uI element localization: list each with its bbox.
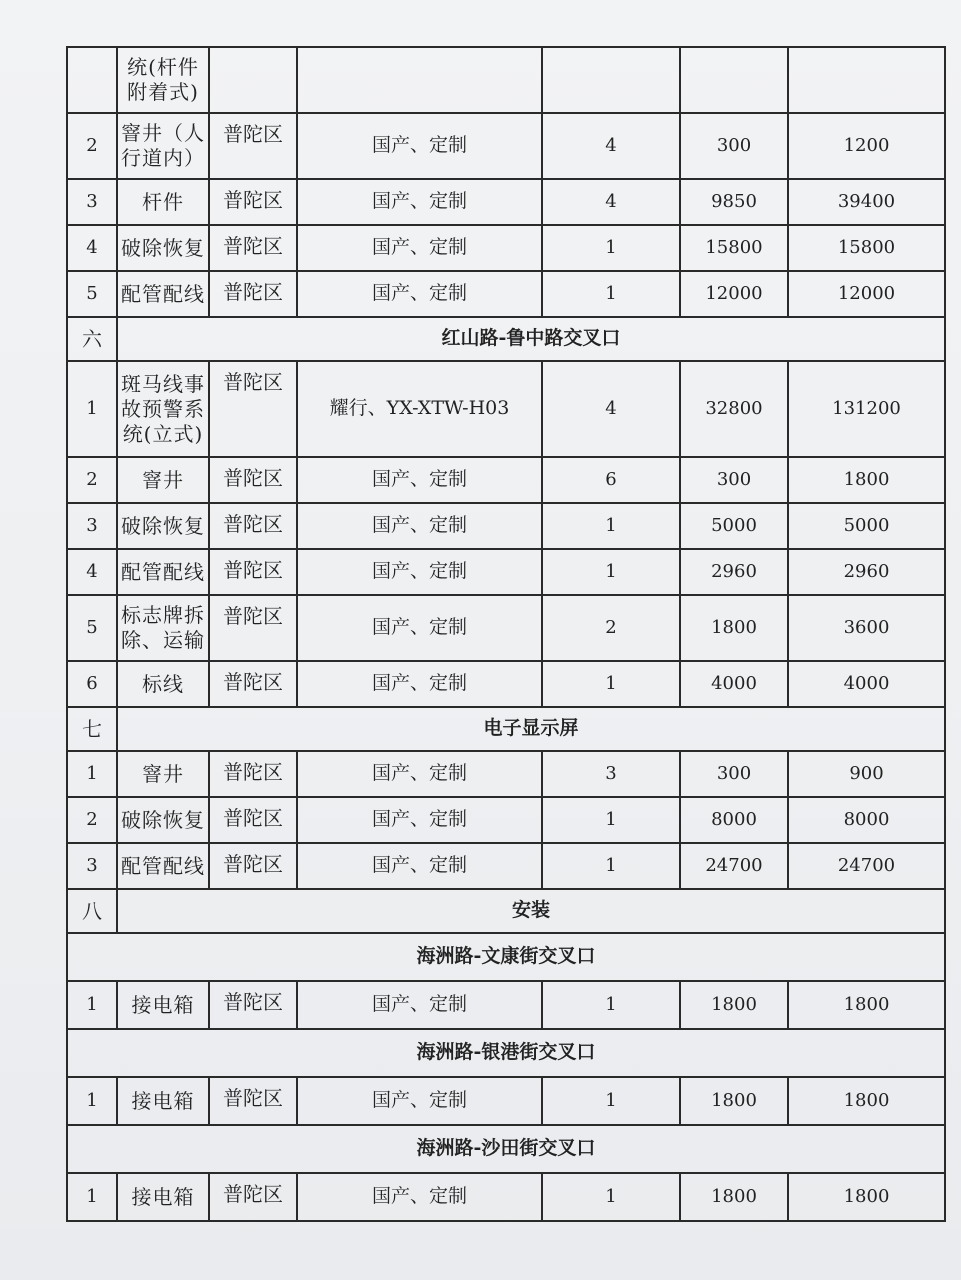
item-price: 2960 — [680, 549, 788, 595]
item-total: 1800 — [788, 1173, 945, 1221]
row-index: 1 — [67, 981, 117, 1029]
item-area: 普陀区 — [209, 1077, 297, 1125]
item-name: 破除恢复 — [117, 797, 209, 843]
table-row — [67, 47, 945, 113]
table-row — [67, 549, 945, 595]
item-name: 斑马线事故预警系统(立式) — [117, 361, 209, 457]
table-row — [67, 1173, 945, 1221]
item-area: 普陀区 — [209, 843, 297, 889]
item-spec: 国产、定制 — [297, 661, 542, 707]
item-price: 8000 — [680, 797, 788, 843]
item-spec: 国产、定制 — [297, 797, 542, 843]
row-index: 1 — [67, 751, 117, 797]
quotation-table — [66, 46, 946, 1222]
table-row — [67, 113, 945, 179]
item-name: 破除恢复 — [117, 225, 209, 271]
item-qty: 2 — [542, 595, 680, 661]
row-index: 6 — [67, 661, 117, 707]
row-index: 1 — [67, 361, 117, 457]
item-qty: 1 — [542, 1173, 680, 1221]
section-header-row — [67, 317, 945, 361]
section-number: 八 — [67, 889, 117, 933]
table-row — [67, 661, 945, 707]
table-row — [67, 1077, 945, 1125]
subsection-header-row — [67, 1125, 945, 1173]
item-price: 1800 — [680, 595, 788, 661]
item-total: 1800 — [788, 981, 945, 1029]
item-total: 1800 — [788, 457, 945, 503]
item-name: 窨井（人行道内） — [117, 113, 209, 179]
item-area: 普陀区 — [209, 457, 297, 503]
item-qty: 1 — [542, 271, 680, 317]
item-total: 8000 — [788, 797, 945, 843]
item-area: 普陀区 — [209, 179, 297, 225]
item-qty: 1 — [542, 843, 680, 889]
item-qty: 3 — [542, 751, 680, 797]
item-qty: 4 — [542, 179, 680, 225]
item-area: 普陀区 — [209, 751, 297, 797]
item-qty: 1 — [542, 981, 680, 1029]
item-area: 普陀区 — [209, 549, 297, 595]
item-price: 15800 — [680, 225, 788, 271]
item-spec: 国产、定制 — [297, 751, 542, 797]
item-qty: 1 — [542, 1077, 680, 1125]
subsection-header-row — [67, 1029, 945, 1077]
table-row — [67, 595, 945, 661]
item-name: 窨井 — [117, 457, 209, 503]
item-spec: 国产、定制 — [297, 457, 542, 503]
item-name: 配管配线 — [117, 549, 209, 595]
row-index: 5 — [67, 595, 117, 661]
subsection-header-row — [67, 933, 945, 981]
row-index: 2 — [67, 797, 117, 843]
table-row — [67, 457, 945, 503]
item-total: 2960 — [788, 549, 945, 595]
item-total: 131200 — [788, 361, 945, 457]
item-qty: 1 — [542, 797, 680, 843]
section-number: 七 — [67, 707, 117, 751]
item-area: 普陀区 — [209, 1173, 297, 1221]
subsection-title: 海洲路-文康街交叉口 — [67, 933, 945, 981]
item-name: 配管配线 — [117, 843, 209, 889]
section-number: 六 — [67, 317, 117, 361]
item-name: 接电箱 — [117, 1077, 209, 1125]
item-total: 4000 — [788, 661, 945, 707]
table-row — [67, 797, 945, 843]
item-name: 标志牌拆除、运输 — [117, 595, 209, 661]
item-area: 普陀区 — [209, 661, 297, 707]
subsection-title: 海洲路-银港街交叉口 — [67, 1029, 945, 1077]
row-index: 2 — [67, 457, 117, 503]
item-area: 普陀区 — [209, 113, 297, 179]
section-title: 红山路-鲁中路交叉口 — [117, 317, 945, 361]
table-row — [67, 751, 945, 797]
item-total: 1800 — [788, 1077, 945, 1125]
table-row — [67, 503, 945, 549]
section-title: 电子显示屏 — [117, 707, 945, 751]
item-spec: 国产、定制 — [297, 595, 542, 661]
item-qty: 1 — [542, 503, 680, 549]
item-price: 9850 — [680, 179, 788, 225]
row-index: 1 — [67, 1173, 117, 1221]
section-title: 安装 — [117, 889, 945, 933]
item-name: 统(杆件附着式) — [117, 47, 209, 113]
item-name: 标线 — [117, 661, 209, 707]
item-name: 窨井 — [117, 751, 209, 797]
table-row — [67, 361, 945, 457]
section-header-row — [67, 707, 945, 751]
item-spec — [297, 47, 542, 113]
table-row — [67, 271, 945, 317]
item-area: 普陀区 — [209, 595, 297, 661]
item-area: 普陀区 — [209, 361, 297, 457]
row-index: 1 — [67, 1077, 117, 1125]
item-spec: 国产、定制 — [297, 1077, 542, 1125]
item-total: 15800 — [788, 225, 945, 271]
item-total: 900 — [788, 751, 945, 797]
item-total: 24700 — [788, 843, 945, 889]
item-price: 300 — [680, 113, 788, 179]
item-qty: 4 — [542, 113, 680, 179]
item-spec: 耀行、YX-XTW-H03 — [297, 361, 542, 457]
item-price: 12000 — [680, 271, 788, 317]
item-qty: 4 — [542, 361, 680, 457]
item-spec: 国产、定制 — [297, 843, 542, 889]
row-index: 3 — [67, 503, 117, 549]
table-row — [67, 843, 945, 889]
item-qty: 1 — [542, 661, 680, 707]
section-header-row — [67, 889, 945, 933]
item-price: 32800 — [680, 361, 788, 457]
item-qty: 6 — [542, 457, 680, 503]
item-spec: 国产、定制 — [297, 981, 542, 1029]
table-row — [67, 225, 945, 271]
row-index: 4 — [67, 549, 117, 595]
table-row — [67, 981, 945, 1029]
item-price: 4000 — [680, 661, 788, 707]
row-index — [67, 47, 117, 113]
row-index: 3 — [67, 179, 117, 225]
item-price — [680, 47, 788, 113]
item-name: 接电箱 — [117, 981, 209, 1029]
item-name: 破除恢复 — [117, 503, 209, 549]
subsection-title: 海洲路-沙田街交叉口 — [67, 1125, 945, 1173]
item-spec: 国产、定制 — [297, 503, 542, 549]
row-index: 3 — [67, 843, 117, 889]
item-spec: 国产、定制 — [297, 113, 542, 179]
item-price: 1800 — [680, 1173, 788, 1221]
item-price: 24700 — [680, 843, 788, 889]
item-area — [209, 47, 297, 113]
item-name: 接电箱 — [117, 1173, 209, 1221]
item-qty: 1 — [542, 549, 680, 595]
row-index: 5 — [67, 271, 117, 317]
item-total: 3600 — [788, 595, 945, 661]
item-qty — [542, 47, 680, 113]
item-price: 1800 — [680, 981, 788, 1029]
item-price: 300 — [680, 457, 788, 503]
item-total: 39400 — [788, 179, 945, 225]
item-name: 杆件 — [117, 179, 209, 225]
item-total: 5000 — [788, 503, 945, 549]
item-area: 普陀区 — [209, 981, 297, 1029]
item-area: 普陀区 — [209, 797, 297, 843]
item-total: 12000 — [788, 271, 945, 317]
item-area: 普陀区 — [209, 225, 297, 271]
item-spec: 国产、定制 — [297, 225, 542, 271]
item-spec: 国产、定制 — [297, 549, 542, 595]
item-price: 300 — [680, 751, 788, 797]
item-price: 5000 — [680, 503, 788, 549]
row-index: 2 — [67, 113, 117, 179]
item-total: 1200 — [788, 113, 945, 179]
item-spec: 国产、定制 — [297, 1173, 542, 1221]
item-area: 普陀区 — [209, 503, 297, 549]
item-spec: 国产、定制 — [297, 179, 542, 225]
table-row — [67, 179, 945, 225]
item-name: 配管配线 — [117, 271, 209, 317]
item-area: 普陀区 — [209, 271, 297, 317]
item-spec: 国产、定制 — [297, 271, 542, 317]
row-index: 4 — [67, 225, 117, 271]
item-qty: 1 — [542, 225, 680, 271]
item-price: 1800 — [680, 1077, 788, 1125]
item-total — [788, 47, 945, 113]
